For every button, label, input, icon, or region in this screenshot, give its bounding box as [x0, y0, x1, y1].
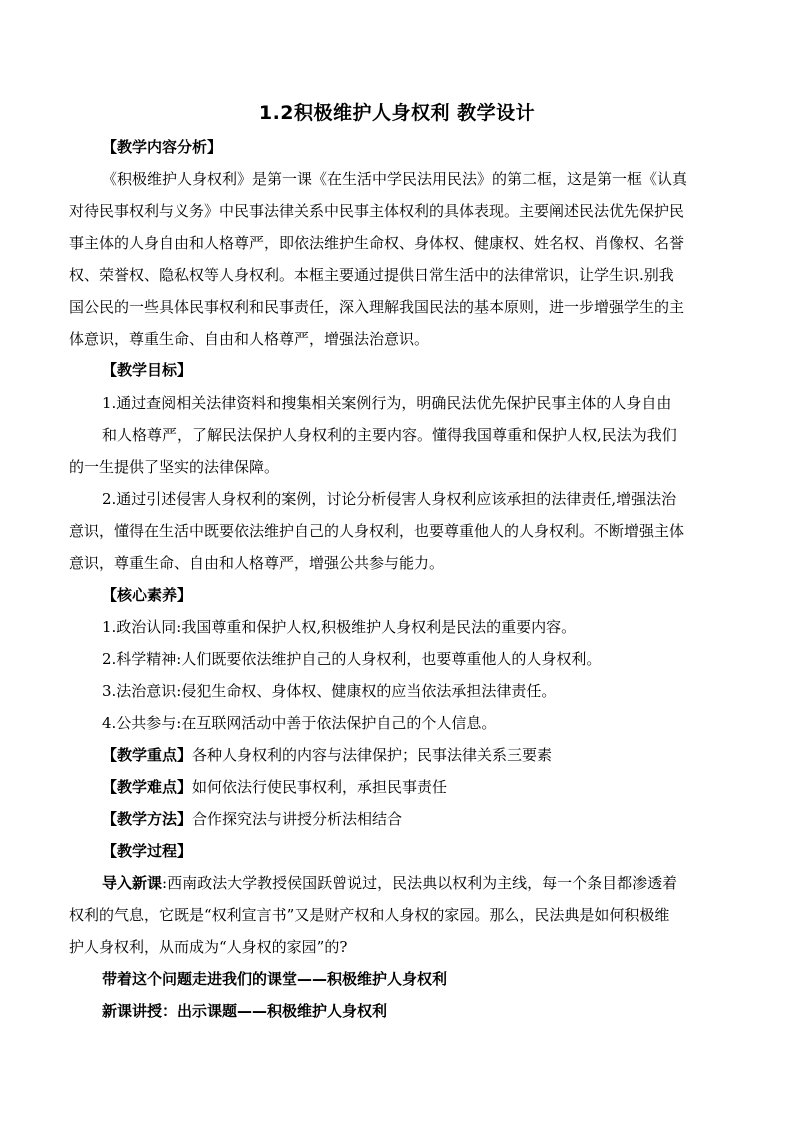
intro-line	[102, 873, 729, 893]
key-points-label: 【教学重点】	[102, 746, 193, 764]
methods-label: 【教学方法】	[102, 810, 193, 828]
difficulties-label: 【教学难点】	[102, 778, 193, 796]
analysis-line: 体意识，尊重生命、自由和人格尊严，增强法治意识。	[69, 330, 430, 348]
goals-line: 1.通过查阅相关法律资料和搜集相关案例行为，明确民法优先保护民事主体的人身自由	[102, 394, 672, 412]
goals-line: 和人格尊严，了解民法保护人身权利的主要内容。懂得我国尊重和保护人权,民法为我们	[102, 426, 677, 444]
document-title: 1.2积极维护人身权利 教学设计	[258, 102, 536, 124]
difficulties-text: 如何依法行使民事权利，承担民事责任	[192, 778, 448, 796]
goals-line: 意识，懂得在生活中既要依法维护自己的人身权利，也要尊重他人的人身权利。不断增强主体	[69, 522, 685, 540]
methods-text: 合作探究法与讲授分析法相结合	[192, 810, 403, 828]
key-points-line	[102, 745, 729, 765]
analysis-line: 权、荣誉权、隐私权等人身权利。本框主要通过提供日常生活中的法律常识，让学生识.别我	[69, 266, 674, 284]
analysis-heading: 【教学内容分析】	[102, 138, 223, 156]
analysis-line: 《积极维护人身权利》是第一课《在生活中学民法用民法》的第二框，这是第一框《认真	[102, 170, 688, 188]
process-heading: 【教学过程】	[102, 842, 193, 860]
new-lesson-line: 新课讲授：出示课题——积极维护人身权利	[102, 1002, 388, 1020]
goals-heading: 【教学目标】	[102, 361, 193, 379]
analysis-line: 对待民事权利与义务》中民事法律关系中民事主体权利的具体表现。主要阐述民法优先保护民	[69, 202, 685, 220]
bring-line: 带着这个问题走进我们的课堂——积极维护人身权利	[102, 970, 448, 988]
goals-line: 2.通过引述侵害人身权利的案例，讨论分析侵害人身权利应该承担的法律责任,增强法治	[102, 490, 677, 508]
methods-line	[102, 809, 729, 829]
difficulties-line	[102, 777, 729, 797]
analysis-line: 事主体的人身自由和人格尊严，即依法维护生命权、身体权、健康权、姓名权、肖像权、名誉	[69, 234, 685, 252]
literacy-item: 3.法治意识:侵犯生命权、身体权、健康权的应当依法承担法律责任。	[102, 682, 557, 700]
literacy-item: 4.公共参与:在互联网活动中善于依法保护自己的个人信息。	[102, 714, 497, 732]
intro-label: 导入新课	[102, 874, 163, 892]
intro-line: 权利的气息，它既是“权利宣言书”又是财产权和人身权的家园。那么，民法典是如何积极维	[69, 906, 670, 924]
intro-text: :西南政法大学教授侯国跃曾说过，民法典以权利为主线，每一个条目都渗透着	[162, 874, 678, 892]
goals-line: 的一生提供了坚实的法律保障。	[69, 458, 280, 476]
literacy-item: 2.科学精神:人们既要依法维护自己的人身权利，也要尊重他人的人身权利。	[102, 650, 602, 668]
intro-line: 护人身权利，从而成为“人身权的家园”的?	[69, 938, 348, 956]
analysis-line: 国公民的一些具体民事权利和民事责任，深入理解我国民法的基本原则，进一步增强学生的主	[69, 298, 685, 316]
goals-line: 意识，尊重生命、自由和人格尊严，增强公共参与能力。	[69, 554, 445, 572]
literacy-heading: 【核心素养】	[102, 586, 193, 604]
key-points-text: 各种人身权利的内容与法律保护；民事法律关系三要素	[192, 746, 553, 764]
literacy-item: 1.政治认同:我国尊重和保护人权,积极维护人身权利是民法的重要内容。	[102, 618, 577, 636]
